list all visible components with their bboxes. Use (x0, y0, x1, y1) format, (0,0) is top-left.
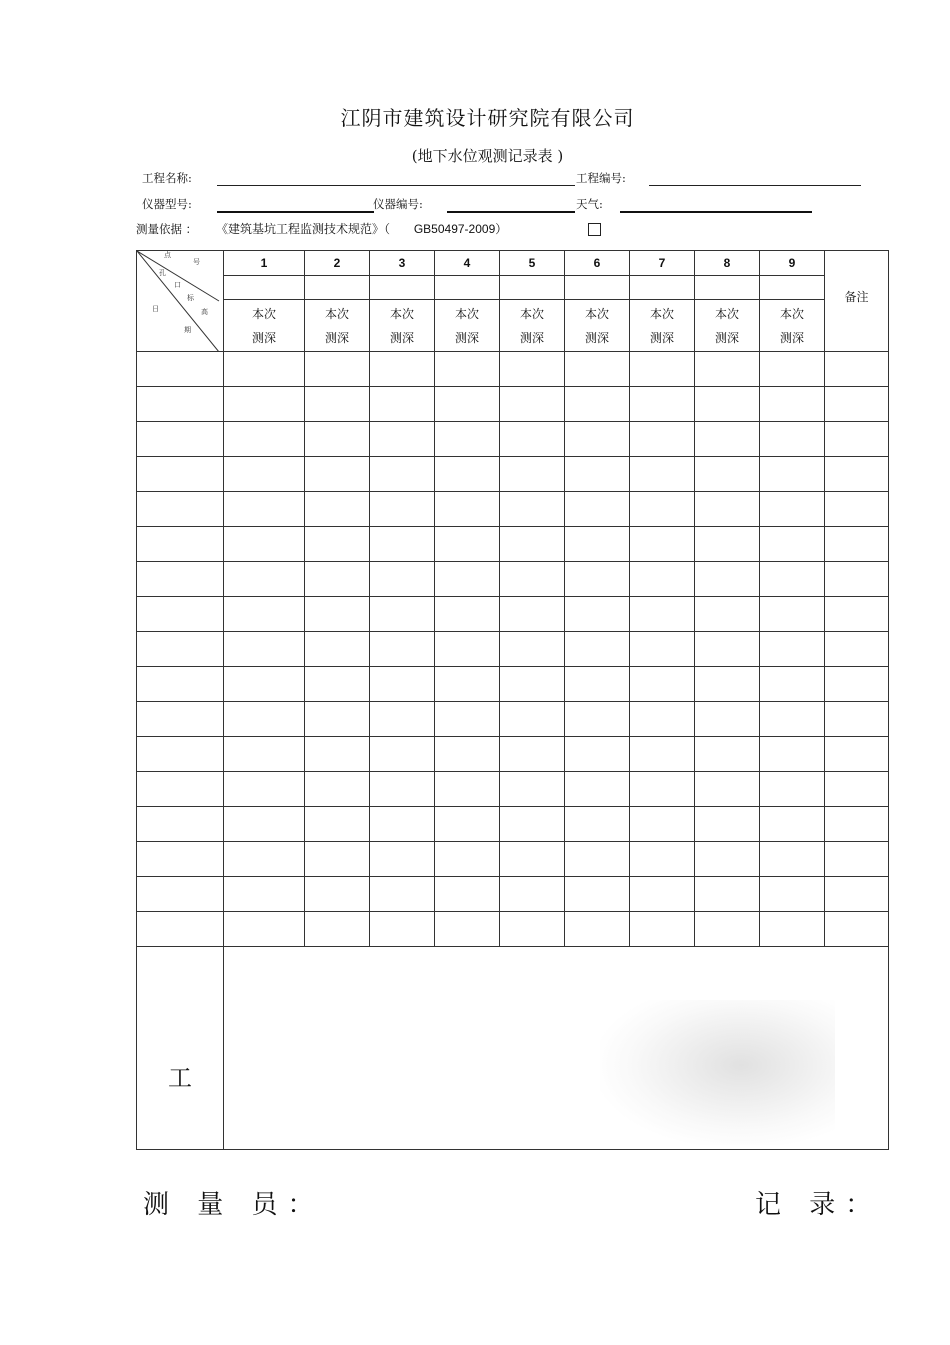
depth-cell[interactable] (565, 842, 630, 877)
depth-cell[interactable] (305, 492, 370, 527)
header-blank-row (137, 276, 889, 300)
table-row (137, 702, 889, 737)
depth-cell[interactable] (305, 352, 370, 387)
depth-cell[interactable] (224, 492, 305, 527)
depth-cell[interactable] (435, 632, 500, 667)
diagonal-header-cell (137, 251, 224, 352)
remark-cell[interactable] (825, 807, 889, 842)
depth-cell[interactable] (305, 597, 370, 632)
surveyor-label: 测 量 员： (143, 1190, 324, 1220)
subheader-cell (370, 300, 435, 352)
depth-cell[interactable] (760, 667, 825, 702)
depth-cell[interactable] (370, 632, 435, 667)
depth-cell[interactable] (370, 807, 435, 842)
depth-cell[interactable] (630, 387, 695, 422)
depth-cell[interactable] (565, 422, 630, 457)
depth-cell[interactable] (435, 842, 500, 877)
diag-label-mark: 标 (187, 294, 194, 302)
depth-cell[interactable] (435, 352, 500, 387)
subheader-cell (224, 300, 305, 352)
depth-cell[interactable] (500, 667, 565, 702)
diag-label-period: 期 (184, 326, 191, 334)
depth-cell[interactable] (760, 562, 825, 597)
depth-cell[interactable] (695, 492, 760, 527)
depth-cell[interactable] (565, 702, 630, 737)
subheader-line2: 测深 (251, 330, 276, 345)
depth-cell[interactable] (565, 562, 630, 597)
date-cell[interactable] (137, 912, 224, 947)
depth-cell[interactable] (224, 562, 305, 597)
subheader-cell (565, 300, 630, 352)
subheader-line1: 本次 (251, 306, 276, 321)
depth-cell[interactable] (224, 422, 305, 457)
header-blank-cell[interactable] (500, 276, 565, 300)
depth-cell[interactable] (435, 527, 500, 562)
depth-cell[interactable] (224, 842, 305, 877)
depth-cell[interactable] (224, 737, 305, 772)
depth-cell[interactable] (630, 562, 695, 597)
depth-cell[interactable] (695, 457, 760, 492)
depth-cell[interactable] (305, 912, 370, 947)
depth-cell[interactable] (630, 772, 695, 807)
depth-cell[interactable] (630, 702, 695, 737)
recorder-label: 记 录： (755, 1190, 882, 1220)
subheader-cell (760, 300, 825, 352)
depth-cell[interactable] (760, 457, 825, 492)
diag-label-point: 点 (164, 251, 171, 259)
depth-cell[interactable] (305, 562, 370, 597)
remark-cell[interactable] (825, 772, 889, 807)
depth-cell[interactable] (305, 702, 370, 737)
bottom-label: 工 (168, 1063, 192, 1092)
table-row (137, 737, 889, 772)
depth-cell[interactable] (224, 877, 305, 912)
depth-cell[interactable] (760, 702, 825, 737)
col-header-6: 6 (565, 251, 630, 276)
subheader-line1: 本次 (324, 306, 349, 321)
project-name-field[interactable] (217, 185, 575, 186)
depth-cell[interactable] (305, 772, 370, 807)
depth-cell[interactable] (565, 737, 630, 772)
date-cell[interactable] (137, 667, 224, 702)
depth-cell[interactable] (500, 457, 565, 492)
depth-cell[interactable] (305, 457, 370, 492)
subheader-line1: 本次 (389, 306, 414, 321)
depth-cell[interactable] (760, 597, 825, 632)
subheader-cell (630, 300, 695, 352)
table-row (137, 492, 889, 527)
basis-standard-code: GB50497-2009） (413, 222, 508, 236)
basis-checkbox[interactable] (588, 223, 601, 236)
table-body (137, 352, 889, 947)
instrument-no-field[interactable] (447, 211, 575, 213)
depth-cell[interactable] (500, 632, 565, 667)
depth-cell[interactable] (630, 842, 695, 877)
remark-label: 备注 (844, 289, 869, 304)
header-blank-cell[interactable] (305, 276, 370, 300)
date-cell[interactable] (137, 597, 224, 632)
depth-cell[interactable] (305, 737, 370, 772)
depth-cell[interactable] (630, 422, 695, 457)
table-row (137, 632, 889, 667)
depth-cell[interactable] (630, 912, 695, 947)
subheader-cell (435, 300, 500, 352)
depth-cell[interactable] (305, 422, 370, 457)
depth-cell[interactable] (760, 737, 825, 772)
depth-cell[interactable] (435, 772, 500, 807)
table-row (137, 387, 889, 422)
date-cell[interactable] (137, 737, 224, 772)
remark-cell[interactable] (825, 422, 889, 457)
table-row (137, 842, 889, 877)
header-blank-cell[interactable] (630, 276, 695, 300)
project-no-field[interactable] (649, 185, 861, 186)
depth-cell[interactable] (435, 492, 500, 527)
depth-cell[interactable] (305, 387, 370, 422)
subheader-row (137, 300, 889, 352)
depth-cell[interactable] (760, 352, 825, 387)
depth-cell[interactable] (305, 877, 370, 912)
instrument-no-label: 仪器编号: (373, 197, 423, 211)
remark-cell[interactable] (825, 737, 889, 772)
header-blank-cell[interactable] (760, 276, 825, 300)
header-blank-cell[interactable] (370, 276, 435, 300)
depth-cell[interactable] (760, 772, 825, 807)
depth-cell[interactable] (500, 387, 565, 422)
depth-cell[interactable] (760, 527, 825, 562)
depth-cell[interactable] (565, 772, 630, 807)
depth-cell[interactable] (630, 632, 695, 667)
diagonal-lines (137, 251, 224, 352)
depth-cell[interactable] (370, 457, 435, 492)
subheader-line2: 测深 (454, 330, 479, 345)
remark-cell[interactable] (825, 527, 889, 562)
depth-cell[interactable] (370, 562, 435, 597)
depth-cell[interactable] (565, 632, 630, 667)
depth-cell[interactable] (695, 737, 760, 772)
depth-cell[interactable] (695, 702, 760, 737)
depth-cell[interactable] (435, 667, 500, 702)
depth-cell[interactable] (435, 422, 500, 457)
depth-cell[interactable] (370, 422, 435, 457)
subheader-line1: 本次 (454, 306, 479, 321)
weather-field[interactable] (620, 211, 812, 213)
depth-cell[interactable] (760, 387, 825, 422)
subheader-line1: 本次 (584, 306, 609, 321)
subheader-cell (305, 300, 370, 352)
remark-cell[interactable] (825, 632, 889, 667)
depth-cell[interactable] (370, 527, 435, 562)
form-subtitle: (地下水位观测记录表 ) (411, 147, 564, 165)
depth-cell[interactable] (760, 632, 825, 667)
depth-cell[interactable] (370, 492, 435, 527)
col-header-3: 3 (370, 251, 435, 276)
subheader-line2: 测深 (519, 330, 544, 345)
remark-cell[interactable] (825, 492, 889, 527)
depth-cell[interactable] (370, 772, 435, 807)
subheader-line1: 本次 (649, 306, 674, 321)
depth-cell[interactable] (500, 597, 565, 632)
depth-cell[interactable] (695, 352, 760, 387)
col-header-9: 9 (760, 251, 825, 276)
subheader-line2: 测深 (324, 330, 349, 345)
depth-cell[interactable] (224, 667, 305, 702)
depth-cell[interactable] (695, 667, 760, 702)
diag-label-date: 日 (152, 305, 159, 313)
depth-cell[interactable] (370, 842, 435, 877)
depth-cell[interactable] (435, 702, 500, 737)
depth-cell[interactable] (435, 877, 500, 912)
depth-cell[interactable] (370, 597, 435, 632)
depth-cell[interactable] (630, 527, 695, 562)
date-cell[interactable] (137, 492, 224, 527)
depth-cell[interactable] (630, 492, 695, 527)
depth-cell[interactable] (565, 527, 630, 562)
depth-cell[interactable] (630, 597, 695, 632)
depth-cell[interactable] (370, 387, 435, 422)
depth-cell[interactable] (695, 562, 760, 597)
depth-cell[interactable] (224, 387, 305, 422)
depth-cell[interactable] (695, 527, 760, 562)
col-header-7: 7 (630, 251, 695, 276)
subheader-line2: 测深 (389, 330, 414, 345)
depth-cell[interactable] (695, 877, 760, 912)
depth-cell[interactable] (630, 667, 695, 702)
company-title: 江阴市建筑设计研究院有限公司 (340, 106, 635, 130)
col-header-5: 5 (500, 251, 565, 276)
depth-cell[interactable] (370, 912, 435, 947)
depth-cell[interactable] (305, 807, 370, 842)
header-blank-cell[interactable] (565, 276, 630, 300)
depth-cell[interactable] (500, 527, 565, 562)
date-cell[interactable] (137, 527, 224, 562)
table-row (137, 562, 889, 597)
depth-cell[interactable] (565, 667, 630, 702)
depth-cell[interactable] (760, 842, 825, 877)
depth-cell[interactable] (760, 422, 825, 457)
remark-cell[interactable] (825, 352, 889, 387)
remark-cell[interactable] (825, 387, 889, 422)
depth-cell[interactable] (224, 352, 305, 387)
instrument-model-label: 仪器型号: (142, 197, 192, 211)
depth-cell[interactable] (224, 527, 305, 562)
subheader-line1: 本次 (779, 306, 804, 321)
depth-cell[interactable] (500, 737, 565, 772)
subheader-line2: 测深 (714, 330, 739, 345)
weather-label: 天气: (576, 197, 603, 211)
diag-label-no: 号 (193, 258, 200, 266)
depth-cell[interactable] (305, 632, 370, 667)
depth-cell[interactable] (695, 912, 760, 947)
table-row (137, 422, 889, 457)
depth-cell[interactable] (565, 457, 630, 492)
table-row (137, 772, 889, 807)
depth-cell[interactable] (370, 667, 435, 702)
depth-cell[interactable] (500, 842, 565, 877)
depth-cell[interactable] (370, 877, 435, 912)
depth-cell[interactable] (500, 772, 565, 807)
depth-cell[interactable] (435, 562, 500, 597)
depth-cell[interactable] (565, 912, 630, 947)
remark-cell[interactable] (825, 457, 889, 492)
subheader-cell (695, 300, 760, 352)
header-blank-cell[interactable] (435, 276, 500, 300)
depth-cell[interactable] (500, 422, 565, 457)
remark-cell[interactable] (825, 912, 889, 947)
depth-cell[interactable] (630, 877, 695, 912)
table-row (137, 457, 889, 492)
depth-cell[interactable] (435, 457, 500, 492)
table-row (137, 807, 889, 842)
table-row (137, 912, 889, 947)
depth-cell[interactable] (565, 807, 630, 842)
date-cell[interactable] (137, 772, 224, 807)
date-cell[interactable] (137, 842, 224, 877)
depth-cell[interactable] (224, 632, 305, 667)
depth-cell[interactable] (500, 352, 565, 387)
diag-label-hole: 孔 (159, 269, 166, 277)
table-row (137, 597, 889, 632)
basis-standard (216, 220, 507, 237)
bottom-label-cell (137, 947, 224, 1150)
depth-cell[interactable] (224, 772, 305, 807)
subheader-line2: 测深 (779, 330, 804, 345)
subheader-line1: 本次 (519, 306, 544, 321)
col-header-4: 4 (435, 251, 500, 276)
diag-label-height: 高 (201, 308, 208, 316)
background-smudge (600, 1000, 835, 1145)
date-cell[interactable] (137, 387, 224, 422)
date-cell[interactable] (137, 562, 224, 597)
subheader-line2: 测深 (649, 330, 674, 345)
table-row (137, 877, 889, 912)
depth-cell[interactable] (500, 702, 565, 737)
depth-cell[interactable] (305, 842, 370, 877)
remark-cell[interactable] (825, 667, 889, 702)
depth-cell[interactable] (305, 527, 370, 562)
subheader-line2: 测深 (584, 330, 609, 345)
instrument-model-field[interactable] (217, 211, 374, 213)
table-row (137, 352, 889, 387)
depth-cell[interactable] (695, 807, 760, 842)
col-header-2: 2 (305, 251, 370, 276)
depth-cell[interactable] (630, 807, 695, 842)
depth-cell[interactable] (224, 702, 305, 737)
depth-cell[interactable] (500, 912, 565, 947)
remark-cell[interactable] (825, 877, 889, 912)
depth-cell[interactable] (224, 912, 305, 947)
basis-standard-name: 《建筑基坑工程监测技术规范》（ (216, 222, 391, 236)
depth-cell[interactable] (370, 702, 435, 737)
depth-cell[interactable] (695, 842, 760, 877)
depth-cell[interactable] (760, 807, 825, 842)
table-row (137, 667, 889, 702)
depth-cell[interactable] (630, 352, 695, 387)
date-cell[interactable] (137, 807, 224, 842)
depth-cell[interactable] (305, 667, 370, 702)
depth-cell[interactable] (760, 492, 825, 527)
remark-cell[interactable] (825, 842, 889, 877)
depth-cell[interactable] (695, 422, 760, 457)
depth-cell[interactable] (695, 387, 760, 422)
header-blank-cell[interactable] (695, 276, 760, 300)
date-cell[interactable] (137, 457, 224, 492)
project-no-label: 工程编号: (576, 171, 626, 185)
depth-cell[interactable] (435, 737, 500, 772)
depth-cell[interactable] (435, 807, 500, 842)
depth-cell[interactable] (630, 457, 695, 492)
project-name-label: 工程名称: (142, 171, 192, 185)
depth-cell[interactable] (435, 387, 500, 422)
subheader-line1: 本次 (714, 306, 739, 321)
depth-cell[interactable] (370, 352, 435, 387)
depth-cell[interactable] (224, 807, 305, 842)
depth-cell[interactable] (695, 632, 760, 667)
depth-cell[interactable] (565, 387, 630, 422)
depth-cell[interactable] (435, 912, 500, 947)
subheader-cell (500, 300, 565, 352)
depth-cell[interactable] (695, 772, 760, 807)
col-header-1: 1 (224, 251, 305, 276)
header-blank-cell[interactable] (224, 276, 305, 300)
depth-cell[interactable] (224, 457, 305, 492)
date-cell[interactable] (137, 422, 224, 457)
depth-cell[interactable] (370, 737, 435, 772)
remark-header (825, 251, 889, 352)
depth-cell[interactable] (565, 597, 630, 632)
date-cell[interactable] (137, 702, 224, 737)
remark-cell[interactable] (825, 597, 889, 632)
depth-cell[interactable] (695, 597, 760, 632)
basis-label: 测量依据 ： (136, 222, 198, 236)
date-cell[interactable] (137, 352, 224, 387)
depth-cell[interactable] (760, 912, 825, 947)
table-row (137, 527, 889, 562)
col-header-8: 8 (695, 251, 760, 276)
remark-cell[interactable] (825, 702, 889, 737)
depth-cell[interactable] (565, 877, 630, 912)
depth-cell[interactable] (500, 562, 565, 597)
depth-cell[interactable] (565, 492, 630, 527)
depth-cell[interactable] (224, 597, 305, 632)
depth-cell[interactable] (435, 597, 500, 632)
date-cell[interactable] (137, 632, 224, 667)
depth-cell[interactable] (500, 877, 565, 912)
depth-cell[interactable] (565, 352, 630, 387)
depth-cell[interactable] (760, 877, 825, 912)
date-cell[interactable] (137, 877, 224, 912)
depth-cell[interactable] (500, 492, 565, 527)
depth-cell[interactable] (630, 737, 695, 772)
depth-cell[interactable] (500, 807, 565, 842)
diag-label-mouth: 口 (174, 281, 181, 289)
remark-cell[interactable] (825, 562, 889, 597)
